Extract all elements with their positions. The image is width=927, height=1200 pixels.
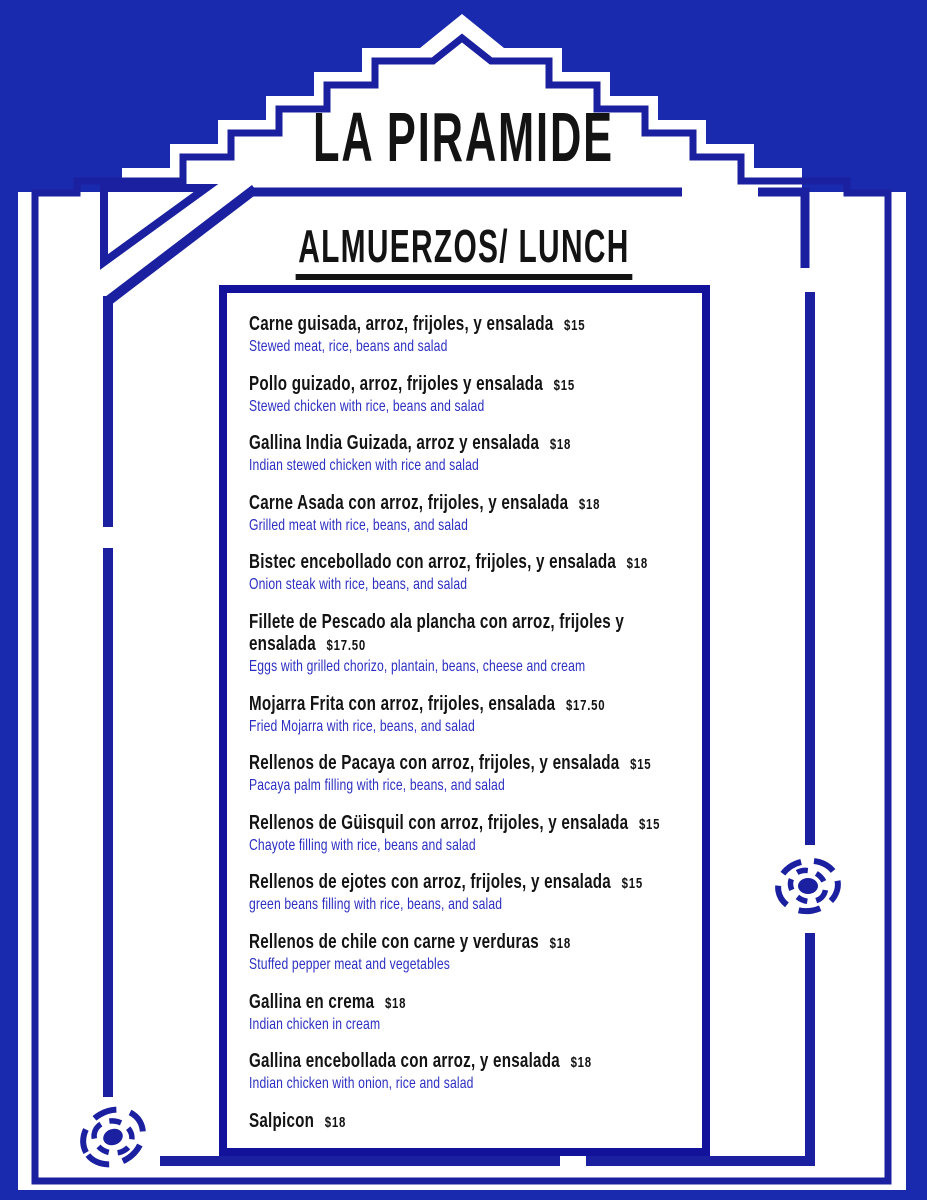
menu-item: [249, 1050, 690, 1093]
menu-item-name: Gallina encebollada con arroz, y ensalada: [249, 1050, 560, 1073]
menu-item-name: Gallina India Guizada, arroz y ensalada: [249, 432, 540, 455]
menu-item-name: Salpicon: [249, 1109, 315, 1132]
menu-item-description: Stewed meat, rice, beans and salad: [249, 338, 448, 355]
menu-item-title-row: [249, 991, 690, 1013]
menu-item-title-row: [249, 492, 690, 514]
menu-item-price: $15: [553, 376, 575, 394]
menu-item-description: Stewed chicken with rice, beans and salad: [249, 397, 485, 415]
menu-item-price: $18: [549, 934, 571, 952]
menu-item-title-row: [249, 871, 690, 893]
menu-item-price: $17.50: [326, 636, 366, 654]
menu-list: [249, 313, 690, 1132]
menu-item-name: Bistec encebollado con arroz, frijoles, y ensalada: [249, 551, 617, 574]
menu-item-price: $18: [570, 1054, 592, 1072]
menu-item-description: Indian stewed chicken with rice and salad: [249, 457, 479, 475]
menu-item-description: Onion steak with rice, beans, and salad: [249, 576, 468, 594]
menu-item-description: Eggs with grilled chorizo, plantain, beans, cheese and cream: [249, 657, 586, 675]
menu-item-title-row: [249, 373, 690, 395]
menu-item: [249, 313, 690, 356]
menu-item-price: $18: [384, 994, 407, 1012]
menu-item-description: Indian chicken with onion, rice and salad: [249, 1075, 474, 1093]
menu-item: [249, 812, 690, 855]
menu-card: [219, 285, 710, 1156]
menu-item: [249, 551, 690, 594]
menu-item-price: $18: [626, 555, 648, 573]
menu-item-title-row: [249, 1110, 690, 1132]
menu-item-description: Chayote filling with rice, beans and salad: [249, 836, 476, 854]
section-heading-wrap: [0, 222, 927, 280]
menu-item-price: $15: [564, 317, 586, 334]
menu-item-name: Carne guisada, arroz, frijoles, y ensalada: [249, 313, 554, 335]
menu-item: [249, 611, 690, 676]
menu-item-price: $17.50: [565, 696, 606, 714]
menu-item-name: Mojarra Frita con arroz, frijoles, ensalada: [249, 692, 556, 715]
menu-item: [249, 871, 690, 914]
menu-item: [249, 1110, 690, 1132]
menu-item-title-row: [249, 551, 690, 573]
menu-item-description: Grilled meat with rice, beans, and salad: [249, 516, 468, 534]
menu-item-title-row: [249, 313, 690, 335]
menu-item: [249, 752, 690, 795]
menu-item-price: $15: [630, 756, 652, 774]
menu-item-name: Gallina en crema: [249, 990, 375, 1013]
menu-item-name: Fillete de Pescado ala plancha con arroz, frijoles y ensalada: [249, 610, 625, 655]
menu-item-title-row: [249, 693, 690, 715]
menu-item-description: Stuffed pepper meat and vegetables: [249, 955, 451, 973]
menu-item-price: $15: [621, 875, 643, 893]
menu-item-name: Rellenos de Güisquil con arroz, frijoles, y ensalada: [249, 811, 629, 834]
menu-item: [249, 693, 690, 736]
menu-item: [249, 432, 690, 475]
menu-item-title-row: [249, 1050, 690, 1072]
menu-item-description: Pacaya palm filling with rice, beans, and salad: [249, 777, 505, 795]
menu-item-title-row: [249, 752, 690, 774]
menu-item-name: Carne Asada con arroz, frijoles, y ensalada: [249, 491, 569, 514]
menu-item: [249, 373, 690, 416]
menu-item-name: Rellenos de ejotes con arroz, frijoles, y ensalada: [249, 871, 611, 894]
menu-item-name: Rellenos de Pacaya con arroz, frijoles, y ensalada: [249, 752, 620, 775]
menu-item-description: Indian chicken in cream: [249, 1015, 381, 1033]
menu-item-title-row: [249, 432, 690, 454]
menu-item-name: Rellenos de chile con carne y verduras: [249, 930, 539, 953]
menu-item-title-row: [249, 931, 690, 953]
menu-item: [249, 991, 690, 1034]
menu-item-price: $15: [638, 815, 661, 833]
menu-item-title-row: [249, 812, 690, 834]
menu-item-price: $18: [324, 1113, 347, 1131]
menu-item-price: $18: [549, 436, 572, 454]
restaurant-name: LA PIRAMIDE: [313, 98, 614, 176]
menu-item-title-row: [249, 611, 690, 655]
menu-item-description: green beans filling with rice, beans, and salad: [249, 896, 503, 914]
menu-item-name: Pollo guizado, arroz, frijoles y ensalada: [249, 372, 544, 395]
section-heading: ALMUERZOS/ LUNCH: [295, 222, 632, 280]
menu-item: [249, 931, 690, 974]
menu-item: [249, 492, 690, 535]
menu-item-price: $18: [578, 495, 601, 513]
menu-item-description: Fried Mojarra with rice, beans, and salad: [249, 717, 475, 735]
